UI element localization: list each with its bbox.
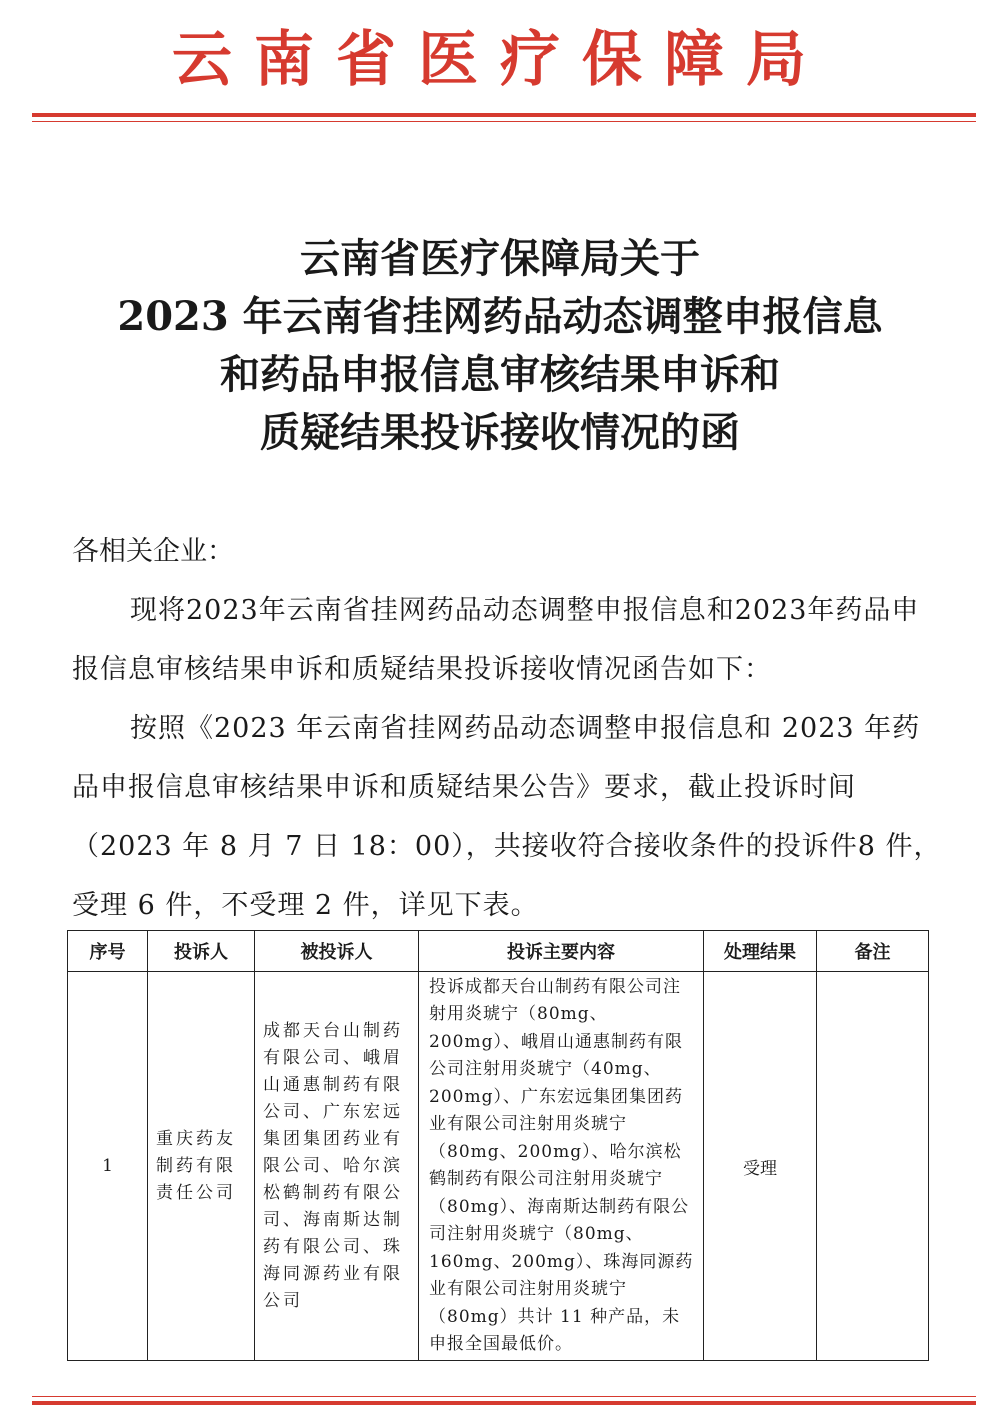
- body-paragraph-1: 现将2023年云南省挂网药品动态调整申报信息和2023年药品申报信息审核结果申诉和质疑结果投诉接收情况函告如下：: [72, 595, 920, 685]
- body-paragraph-2: 按照《2023 年云南省挂网药品动态调整申报信息和 2023 年药品申报信息审核结果申诉和质疑结果公告》要求，截止投诉时间（2023 年 8 月 7 日 18：00），共接收符合接收条件的投诉件8 件，受理 6 件，不受理 2 件，详见下表。: [72, 713, 942, 921]
- title-line: 云南省医疗保障局关于: [300, 235, 700, 282]
- title-line: 质疑结果投诉接收情况的函: [260, 409, 740, 456]
- title-line: 和药品申报信息审核结果申诉和: [220, 351, 780, 398]
- cell-remark: [817, 972, 929, 1361]
- cell-respondent: 成都天台山制药有限公司、峨眉山通惠制药有限公司、广东宏远集团集团药业有限公司、哈尔滨松鹤制药有限公司、海南斯达制药有限公司、珠海同源药业有限公司: [255, 972, 419, 1361]
- top-red-rule-thick: [32, 113, 976, 117]
- bottom-red-rule-thin: [32, 1396, 976, 1397]
- header-seq: 序号: [68, 931, 148, 972]
- cell-content: 投诉成都天台山制药有限公司注射用炎琥宁（80mg、200mg）、峨眉山通惠制药有限公司注射用炎琥宁（40mg、200mg）、广东宏远集团集团药业有限公司注射用炎琥宁（80mg、200mg）、哈尔滨松鹤制药有限公司注射用炎琥宁（80mg）、海南斯达制药有限公司注射用炎琥宁（80mg、160mg、200mg）、珠海同源药业有限公司注射用炎琥宁（80mg）共计 11 种产品，未申报全国最低价。: [419, 972, 704, 1361]
- header-result: 处理结果: [704, 931, 817, 972]
- cell-complainant: 重庆药友制药有限责任公司: [148, 972, 255, 1361]
- top-red-rule-thin: [32, 121, 976, 122]
- complaint-table: [67, 930, 929, 1361]
- table-header-row: [68, 931, 929, 972]
- salutation: 各相关企业：: [72, 536, 234, 567]
- table-row: [68, 972, 929, 1361]
- header-respondent: 被投诉人: [255, 931, 419, 972]
- header-remark: 备注: [817, 931, 929, 972]
- letterhead-org-name: 云南省医疗保障局: [172, 25, 828, 95]
- document-title: [0, 230, 1000, 462]
- header-complainant: 投诉人: [148, 931, 255, 972]
- header-content: 投诉主要内容: [419, 931, 704, 972]
- title-line: 2023 年云南省挂网药品动态调整申报信息: [117, 293, 883, 340]
- bottom-red-rule-thick: [32, 1401, 976, 1405]
- cell-seq: 1: [68, 972, 148, 1361]
- cell-result: 受理: [704, 972, 817, 1361]
